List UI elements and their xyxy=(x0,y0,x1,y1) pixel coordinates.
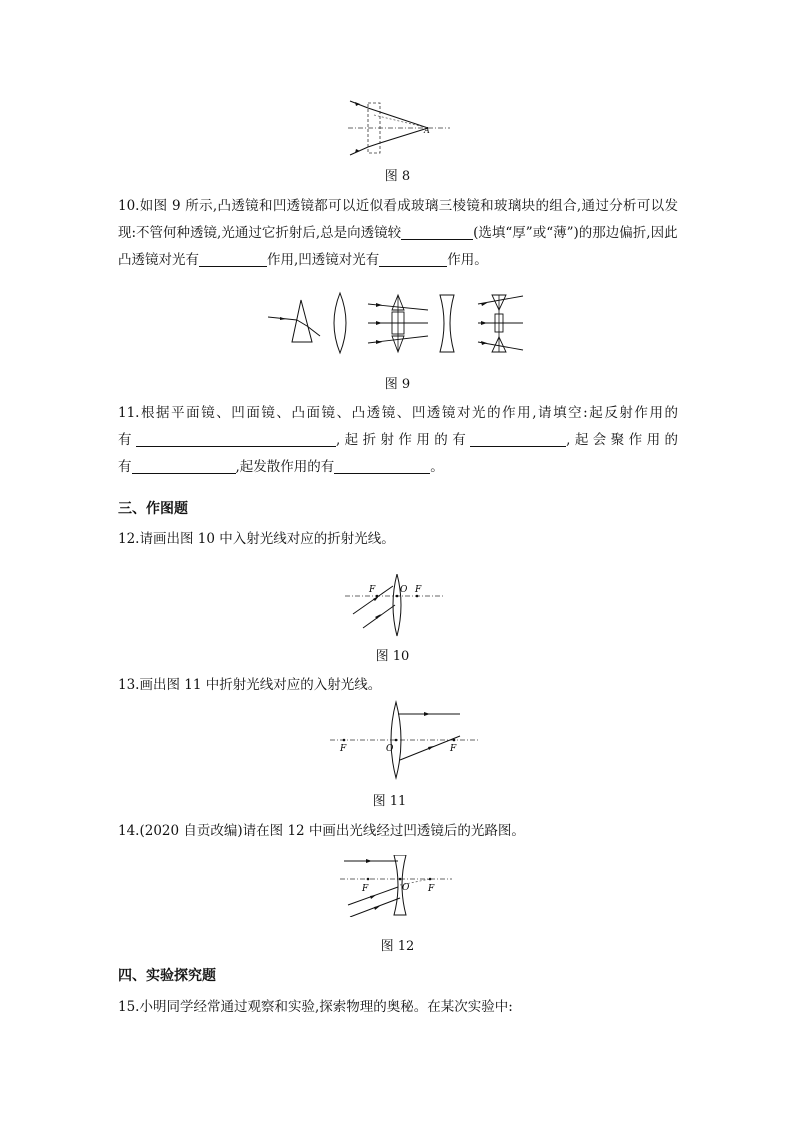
figure-12-diagram xyxy=(340,855,455,917)
fig12-label-f-left: F xyxy=(362,884,369,894)
figure-8-caption: 图 8 xyxy=(384,169,411,184)
fig10-label-f-right: F xyxy=(415,585,422,595)
figure-9-caption: 图 9 xyxy=(384,377,411,392)
figure-8-diagram xyxy=(340,95,455,160)
q10-blank-3[interactable] xyxy=(379,250,447,267)
q10-line-2: 现:不管何种透镜,光通过它折射后,总是向透镜较 (选填“厚”或“薄”)的那边偏折,因此 xyxy=(118,225,678,241)
figure-9-diagram xyxy=(268,290,528,358)
question-10 xyxy=(118,193,678,274)
fig10-label-o: O xyxy=(400,585,408,595)
q11-line-2: 有 ,起折射作用的有 ,起会聚作用的 xyxy=(118,432,679,448)
fig10-label-f-left: F xyxy=(369,585,376,595)
section-4-heading: 四、实验探究题 xyxy=(118,968,216,984)
figure-11-diagram xyxy=(330,700,480,780)
figure-10-caption: 图 10 xyxy=(375,649,410,664)
q11-blank-4[interactable] xyxy=(334,457,430,474)
q11-blank-3[interactable] xyxy=(132,457,236,474)
section-3-heading: 三、作图题 xyxy=(118,501,188,517)
q10-blank-1[interactable] xyxy=(401,223,473,240)
fig11-label-f-right: F xyxy=(450,744,457,754)
question-14: 14.(2020 自贡改编)请在图 12 中画出光线经过凹透镜后的光路图。 xyxy=(118,823,525,839)
figure-11-caption: 图 11 xyxy=(372,794,407,809)
question-13: 13.画出图 11 中折射光线对应的入射光线。 xyxy=(118,677,382,693)
question-11 xyxy=(118,400,678,481)
fig8-label-a: A xyxy=(424,126,430,135)
q11-blank-2[interactable] xyxy=(470,430,566,447)
q11-line-1: 11.根据平面镜、凹面镜、凸面镜、凸透镜、凹透镜对光的作用,请填空:起反射作用的 xyxy=(118,405,678,421)
question-12: 12.请画出图 10 中入射光线对应的折射光线。 xyxy=(118,531,395,547)
q11-line-3: 有 ,起发散作用的有 。 xyxy=(118,459,444,475)
fig11-label-o: O xyxy=(386,744,394,754)
q11-blank-1[interactable] xyxy=(136,430,336,447)
question-15: 15.小明同学经常通过观察和实验,探索物理的奥秘。在某次实验中: xyxy=(118,999,513,1015)
q10-line-1: 10.如图 9 所示,凸透镜和凹透镜都可以近似看成玻璃三棱镜和玻璃块的组合,通过分析可以发 xyxy=(118,198,678,214)
q10-blank-2[interactable] xyxy=(199,250,267,267)
q10-line-3: 凸透镜对光有 作用,凹透镜对光有 作用。 xyxy=(118,252,488,268)
fig11-label-f-left: F xyxy=(340,744,347,754)
figure-12-caption: 图 12 xyxy=(380,939,415,954)
fig12-label-o: O xyxy=(402,883,410,893)
fig12-label-f-right: F xyxy=(428,884,435,894)
figure-10-diagram xyxy=(345,574,445,638)
